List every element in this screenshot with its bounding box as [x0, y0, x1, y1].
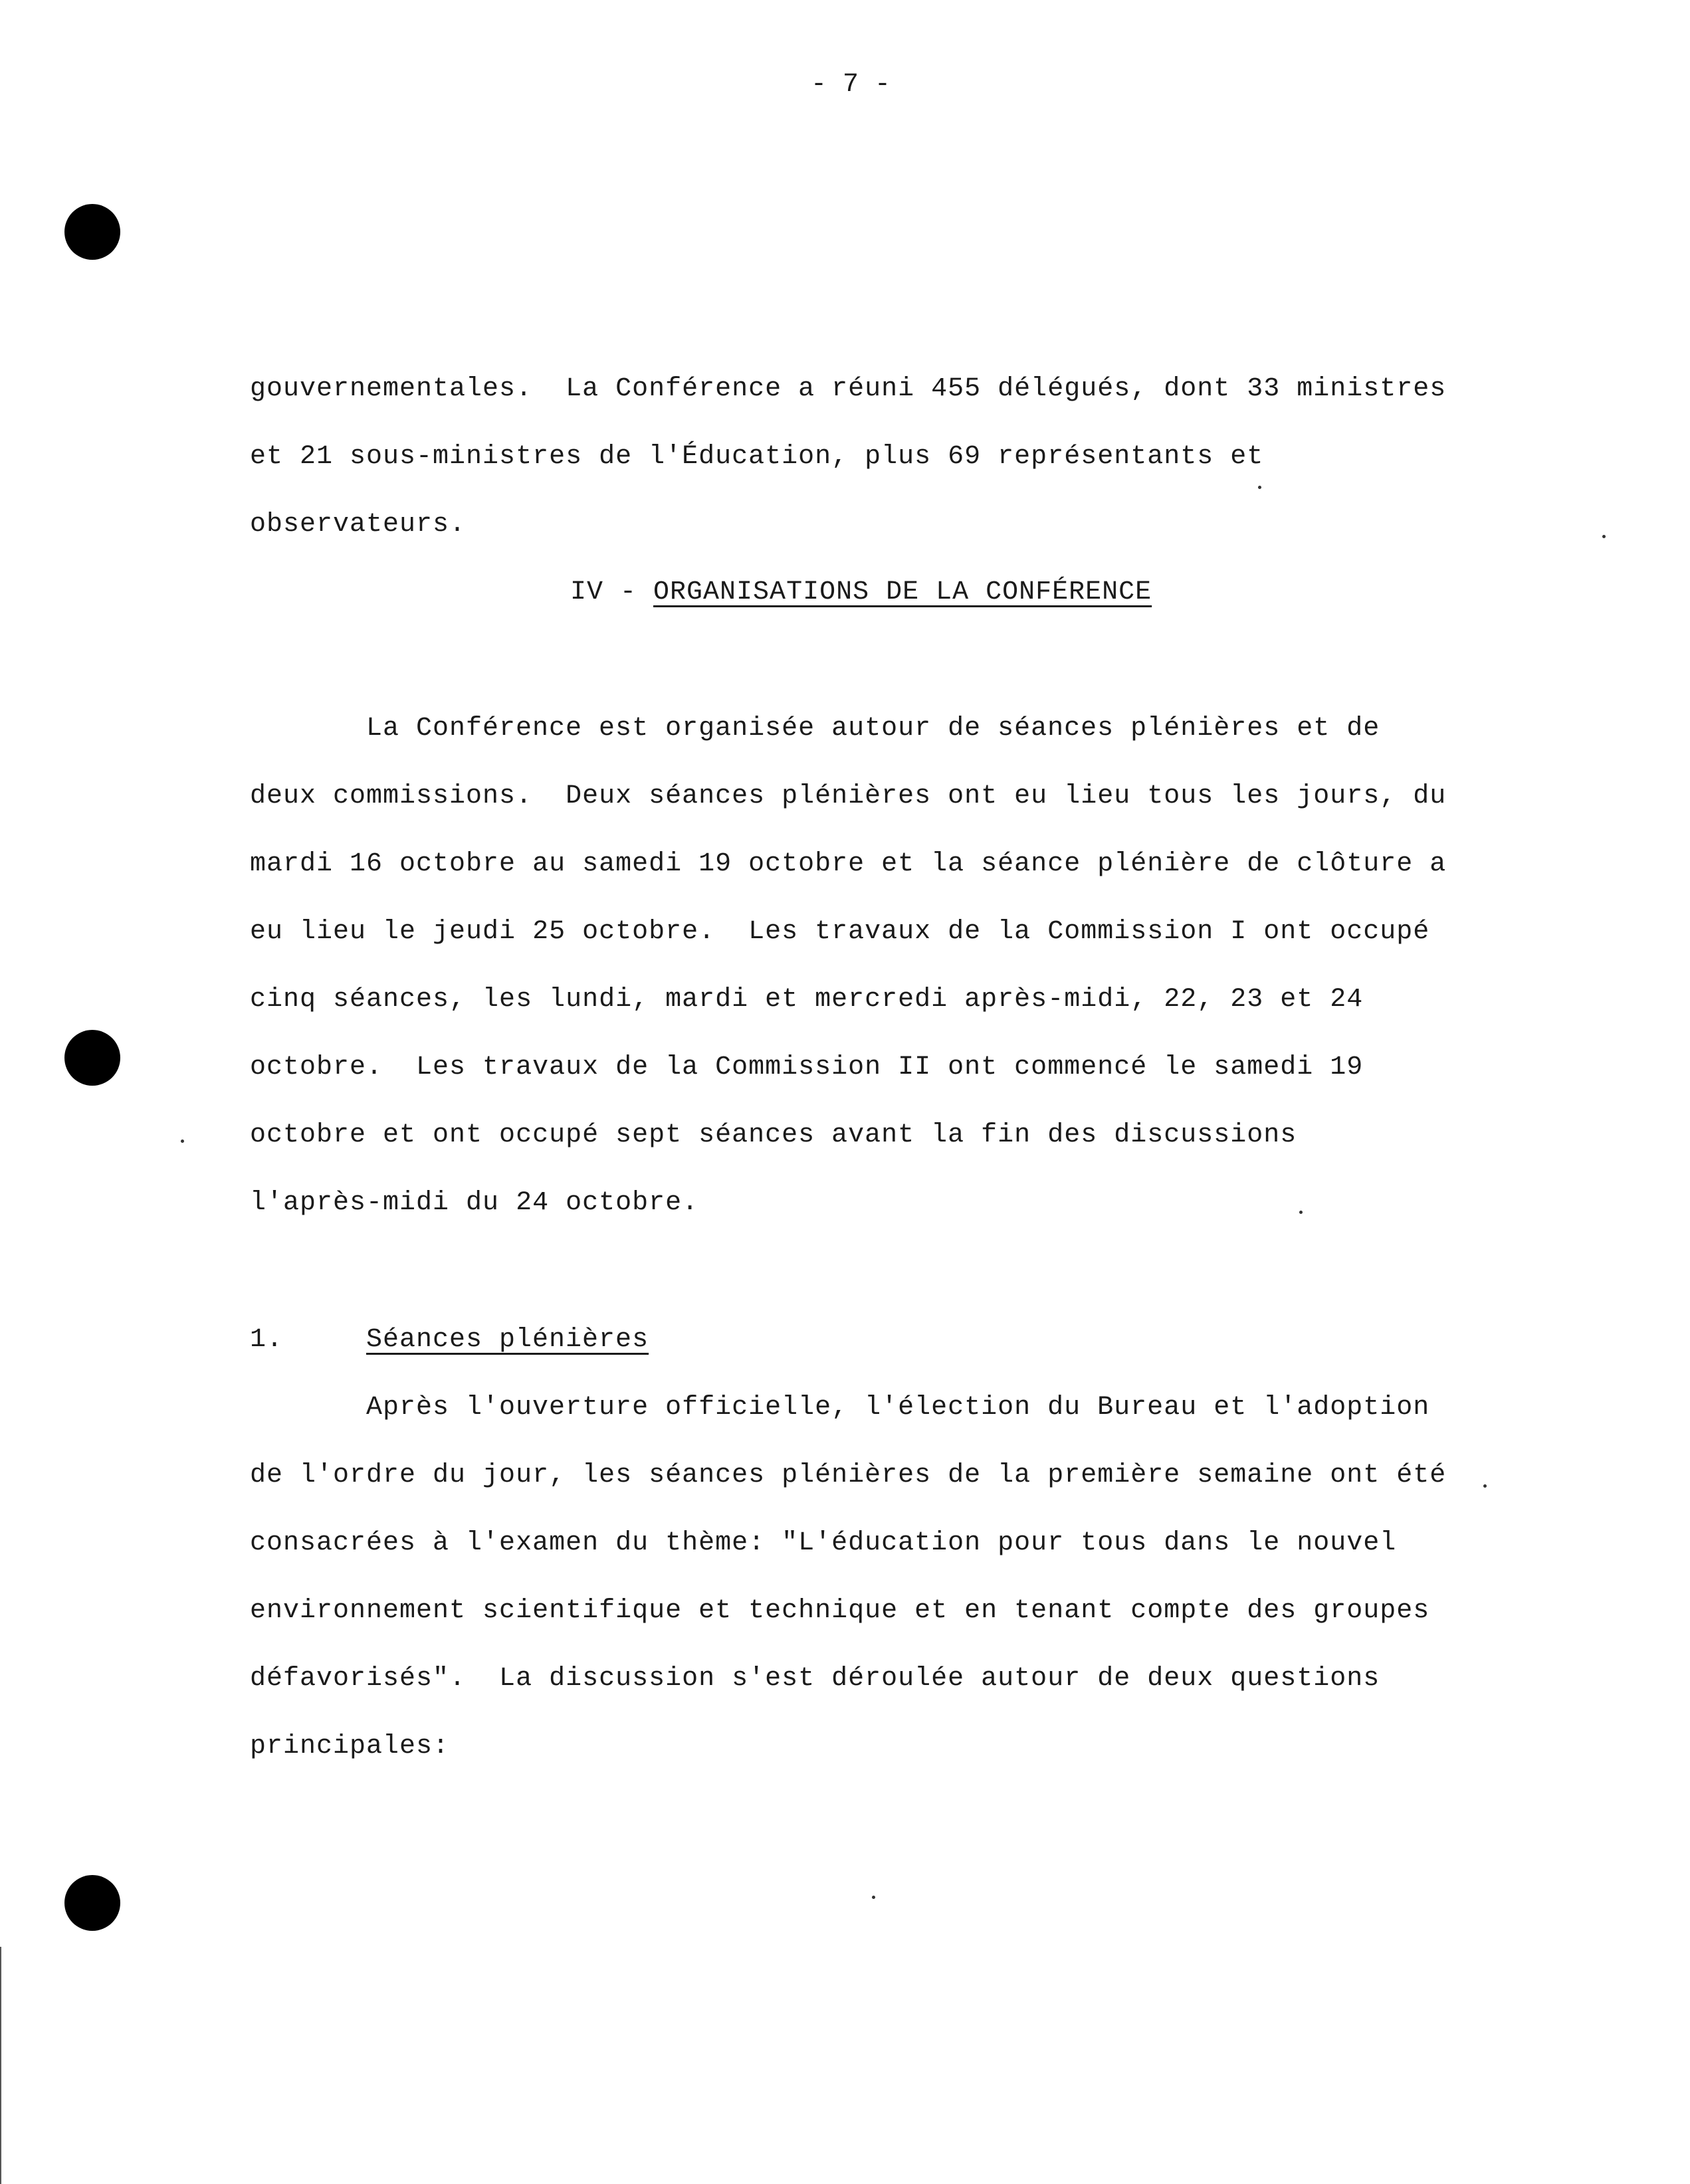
paragraph-2-line-5: cinq séances, les lundi, mardi et mercredi après-midi, 22, 23 et 24: [250, 985, 1364, 1015]
paragraph-2-line-4: eu lieu le jeudi 25 octobre. Les travaux de la Commission I ont occupé: [250, 917, 1430, 947]
scan-speck: [1299, 1211, 1303, 1214]
subsection-number: 1.: [250, 1325, 284, 1355]
paragraph-2-line-6: octobre. Les travaux de la Commission II ont commencé le samedi 19: [250, 1052, 1364, 1082]
paragraph-3-line-5: défavorisés". La discussion s'est déroulée autour de deux questions: [250, 1664, 1380, 1694]
paragraph-1-line-3: observateurs.: [250, 510, 467, 540]
punch-hole-top: [64, 204, 120, 260]
paragraph-3-line-2: de l'ordre du jour, les séances plénières de la première semaine ont été: [250, 1460, 1447, 1490]
scan-speck: [872, 1896, 875, 1899]
scan-speck: [1258, 486, 1261, 489]
scan-speck: [181, 1140, 184, 1143]
scan-speck: [1483, 1484, 1487, 1488]
paragraph-1-line-2: et 21 sous-ministres de l'Éducation, plus 69 représentants et: [250, 442, 1264, 472]
paragraph-2-line-8: l'après-midi du 24 octobre.: [250, 1188, 699, 1218]
page-number: - 7 -: [811, 70, 891, 100]
punch-hole-bottom: [64, 1875, 120, 1931]
paragraph-3-line-4: environnement scientifique et technique et en tenant compte des groupes: [250, 1596, 1430, 1626]
scan-edge-line: [0, 1947, 1, 2184]
paragraph-3-line-3: consacrées à l'examen du thème: "L'éducation pour tous dans le nouvel: [250, 1528, 1397, 1558]
paragraph-2-line-2: deux commissions. Deux séances plénières ont eu lieu tous les jours, du: [250, 781, 1447, 811]
subsection-title: Séances plénières: [366, 1325, 649, 1355]
paragraph-2-line-3: mardi 16 octobre au samedi 19 octobre et la séance plénière de clôture a: [250, 849, 1447, 879]
section-heading-title: ORGANISATIONS DE LA CONFÉRENCE: [653, 577, 1152, 607]
paragraph-3-line-1: Après l'ouverture officielle, l'élection du Bureau et l'adoption: [366, 1393, 1430, 1423]
punch-hole-middle: [64, 1030, 120, 1086]
paragraph-2-line-7: octobre et ont occupé sept séances avant la fin des discussions: [250, 1120, 1297, 1150]
paragraph-3-line-6: principales:: [250, 1732, 450, 1761]
paragraph-2-line-1: La Conférence est organisée autour de séances plénières et de: [366, 714, 1380, 744]
scan-speck: [1602, 535, 1606, 538]
paragraph-1-line-1: gouvernementales. La Conférence a réuni 455 délégués, dont 33 ministres: [250, 374, 1447, 404]
section-heading-prefix: IV -: [570, 577, 654, 607]
section-heading: [570, 573, 1152, 613]
